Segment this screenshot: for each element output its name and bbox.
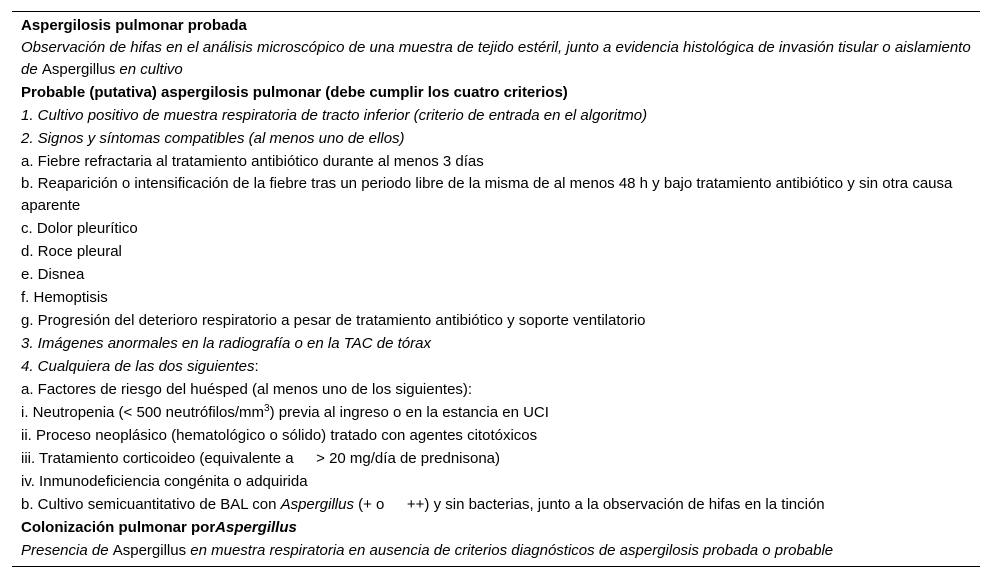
criterion-2e: e. Disnea bbox=[21, 266, 85, 283]
criteria-table bbox=[12, 11, 980, 567]
criterion-2g: g. Progresión del deterioro respiratorio a pesar de tratamiento antibiótico y soporte ventilatorio bbox=[21, 312, 646, 329]
section-probable-title: Probable (putativa) aspergilosis pulmonar (debe cumplir los cuatro criterios) bbox=[21, 84, 568, 101]
criterion-2d: d. Roce pleural bbox=[21, 243, 122, 260]
criterion-4a-ii: ii. Proceso neoplásico (hematológico o sólido) tratado con agentes citotóxicos bbox=[21, 427, 538, 444]
criterion-2c: c. Dolor pleurítico bbox=[21, 220, 138, 237]
colonization-definition: Presencia de Aspergillus en muestra respiratoria en ausencia de criterios diagnósticos de aspergilosis probada o probable bbox=[21, 542, 834, 559]
criterion-2b: b. Reaparición o intensificación de la fiebre tras un periodo libre de la misma de al menos 48 h y bajo tratamiento antibiótico y sin otra causa aparente bbox=[21, 175, 953, 214]
criterion-4a-iii: iii. Tratamiento corticoideo (equivalente a > 20 mg/día de prednisona) bbox=[21, 450, 501, 467]
criterion-1: 1. Cultivo positivo de muestra respiratoria de tracto inferior (criterio de entrada en el algoritmo) bbox=[21, 107, 648, 124]
criterion-3: 3. Imágenes anormales en la radiografía o en la TAC de tórax bbox=[21, 335, 431, 352]
criterion-4: 4. Cualquiera de las dos siguientes: bbox=[21, 358, 259, 375]
section-colonization-title: Colonización pulmonar porAspergillus bbox=[21, 519, 297, 536]
proven-definition: Observación de hifas en el análisis microscópico de una muestra de tejido estéril, junto a evidencia histológica de invasión tisular o aislamiento de Aspergillus en cultivo bbox=[21, 39, 971, 78]
section-proven-title: Aspergilosis pulmonar probada bbox=[21, 17, 247, 34]
criterion-2f: f. Hemoptisis bbox=[21, 289, 108, 306]
criterion-4a-i: i. Neutropenia (< 500 neutrófilos/$mm^3$) previa al ingreso o en la estancia en UCI bbox=[21, 403, 549, 421]
criterion-4a: a. Factores de riesgo del huésped (al menos uno de los siguientes): bbox=[21, 381, 473, 398]
criterion-4a-iv: iv. Inmunodeficiencia congénita o adquirida bbox=[21, 473, 308, 490]
criterion-2: 2. Signos y síntomas compatibles (al menos uno de ellos) bbox=[21, 130, 405, 147]
criterion-4b: b. Cultivo semicuantitativo de BAL con Aspergillus (+ o ++) y sin bacterias, junto a la observación de hifas en la tinción bbox=[21, 496, 825, 513]
criterion-2a: a. Fiebre refractaria al tratamiento antibiótico durante al menos 3 días bbox=[21, 153, 484, 170]
